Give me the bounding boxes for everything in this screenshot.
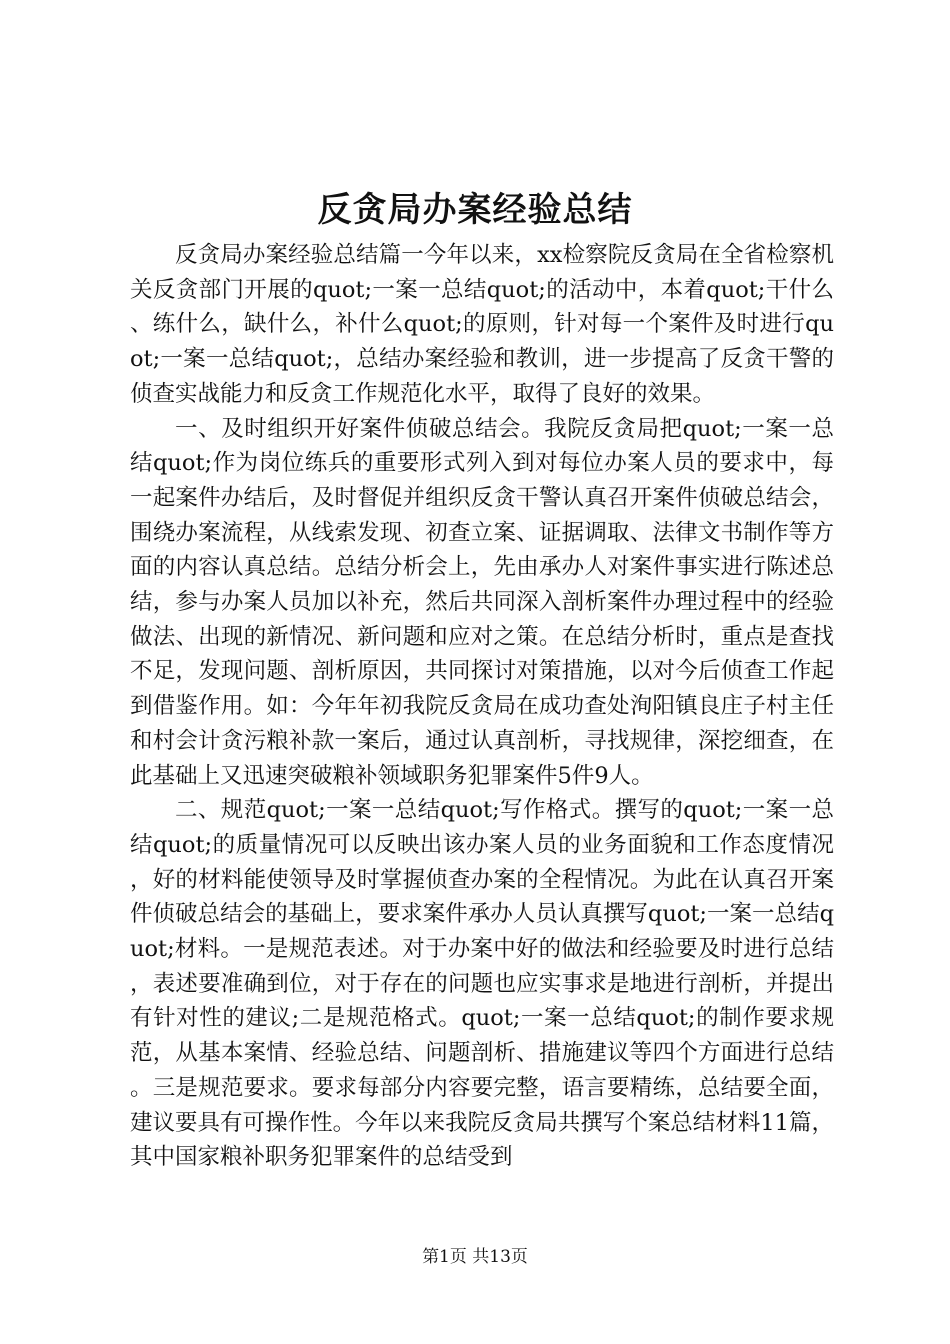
page-number-footer: 第1页 共13页 [422, 1247, 528, 1267]
document-body [130, 238, 834, 1175]
paragraph-section-2: 二、规范quot;一案一总结quot;写作格式。撰写的quot;一案一总结quot;的质量情况可以反映出该办案人员的业务面貌和工作态度情况，好的材料能使领导及时掌握侦查办案的全程情况。为此在认真召开案件侦破总结会的基础上，要求案件承办人员认真撰写quot;一案一总结quot;材料。一是规范表述。对于办案中好的做法和经验要及时进行总结，表述要准确到位，对于存在的问题也应实事求是地进行剖析，并提出有针对性的建议;二是规范格式。quot;一案一总结quot;的制作要求规范，从基本案情、经验总结、问题剖析、措施建议等四个方面进行总结。三是规范要求。要求每部分内容要完整，语言要精练，总结要全面，建议要具有可操作性。今年以来我院反贪局共撰写个案总结材料11篇，其中国家粮补职务犯罪案件的总结受到 [130, 797, 834, 1171]
paragraph-section-1: 一、及时组织开好案件侦破总结会。我院反贪局把quot;一案一总结quot;作为岗位练兵的重要形式列入到对每位办案人员的要求中，每一起案件办结后，及时督促并组织反贪干警认真召开案件侦破总结会，围绕办案流程，从线索发现、初查立案、证据调取、法律文书制作等方面的内容认真总结。总结分析会上，先由承办人对案件事实进行陈述总结，参与办案人员加以补充，然后共同深入剖析案件办理过程中的经验做法、出现的新情况、新问题和应对之策。在总结分析时，重点是查找不足，发现问题、剖析原因，共同探讨对策措施，以对今后侦查工作起到借鉴作用。如：今年年初我院反贪局在成功查处洵阳镇良庄子村主任和村会计贪污粮补款一案后，通过认真剖析，寻找规律，深挖细查，在此基础上又迅速突破粮补领域职务犯罪案件5件9人。 [130, 415, 834, 789]
document-title: 反贪局办案经验总结 [317, 190, 633, 230]
paragraph-intro: 反贪局办案经验总结篇一今年以来，xx检察院反贪局在全省检察机关反贪部门开展的quot;一案一总结quot;的活动中，本着quot;干什么、练什么，缺什么，补什么quot;的原则，针对每一个案件及时进行quot;一案一总结quot;，总结办案经验和教训，进一步提高了反贪干警的侦查实战能力和反贪工作规范化水平，取得了良好的效果。 [130, 242, 834, 407]
